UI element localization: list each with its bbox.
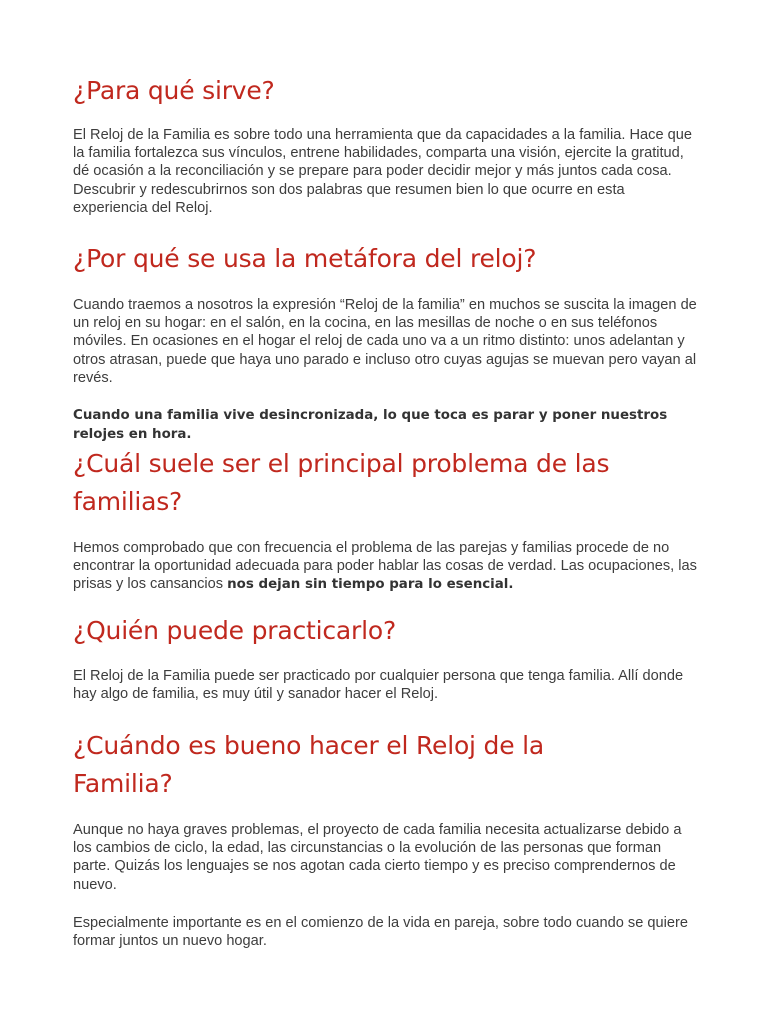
paragraph-cuando-es-bueno: Aunque no haya graves problemas, el proyecto de cada familia necesita actualizarse debido a los cambios de ciclo, la edad, las circunstancias o la evolución de las personas que forman parte. Quizás los lenguajes se nos agotan cada cierto tiempo y es preciso comprendernos de nuevo. bbox=[73, 822, 682, 893]
paragraph-principal-problema-text: Hemos comprobado que con frecuencia el problema de las parejas y familias procede de no encontrar la oportunidad adecuada para poder hablar las cosas de verdad. Las ocupaciones, las prisas y los cansancios bbox=[73, 540, 697, 593]
paragraph-especialmente-importante: Especialmente importante es en el comienzo de la vida en pareja, sobre todo cuando se quiere formar juntos un nuevo hogar. bbox=[73, 915, 688, 950]
heading-cuando-es-bueno: ¿Cuándo es bueno hacer el Reloj de la Familia? bbox=[73, 731, 544, 798]
bold-paragraph-desincronizada: Cuando una familia vive desincronizada, lo que toca es parar y poner nuestros relojes en hora. bbox=[73, 408, 668, 442]
paragraph-principal-problema bbox=[73, 539, 698, 595]
heading-para-que-sirve: ¿Para qué sirve? bbox=[73, 76, 275, 105]
heading-metafora-reloj: ¿Por qué se usa la metáfora del reloj? bbox=[73, 244, 537, 273]
heading-principal-problema: ¿Cuál suele ser el principal problema de las familias? bbox=[73, 449, 610, 516]
heading-quien-puede: ¿Quién puede practicarlo? bbox=[73, 616, 397, 645]
paragraph-metafora-reloj: Cuando traemos a nosotros la expresión “Reloj de la familia” en muchos se suscita la imagen de un reloj en su hogar: en el salón, en la cocina, en las mesillas de noche o en sus teléfonos móviles. En ocasiones en el hogar el reloj de cada uno va a un ritmo distinto: unos adelantan y otros atrasan, puede que haya uno parado e incluso otro cuyas agujas se muevan pero vayan al revés. bbox=[73, 297, 697, 386]
paragraph-principal-problema-bold: nos dejan sin tiempo para lo esencial. bbox=[227, 577, 514, 593]
paragraph-para-que-sirve: El Reloj de la Familia es sobre todo una herramienta que da capacidades a la familia. Hace que la familia fortalezca sus vínculos, entrene habilidades, comparta una visión, ejercite la gratitud, dé ocasión a la reconciliación y se prepare para poder decidir mejor y más juntos cada cosa. Descubrir y redescubrirnos son dos palabras que resumen bien lo que ocurre en esta experiencia del Reloj. bbox=[73, 127, 692, 216]
paragraph-quien-puede: El Reloj de la Familia puede ser practicado por cualquier persona que tenga familia. Allí donde hay algo de familia, es muy útil y sanador hacer el Reloj. bbox=[73, 668, 684, 703]
